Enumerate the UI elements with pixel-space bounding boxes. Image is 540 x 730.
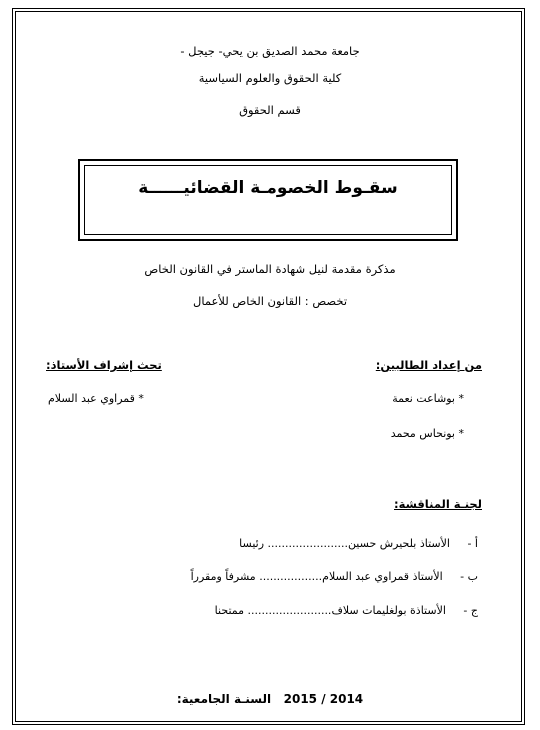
member-letter: ب - [460, 570, 478, 583]
member-role: ممتحنا [214, 604, 245, 617]
supervisor-entry [48, 392, 144, 405]
member-dots: .................. [259, 570, 323, 583]
student-1 [392, 392, 464, 405]
committee-heading: لجنـة المناقشة: [394, 497, 482, 511]
member-role: مشرفاً ومقرراً [190, 570, 256, 583]
student-name: بوشاعت نعمة [392, 392, 455, 405]
thesis-title: سقـوط الخصومـة القضائيــــــة [138, 178, 398, 198]
member-letter: أ - [467, 537, 478, 550]
member-dots: ........................ [247, 604, 332, 617]
member-dots: ....................... [267, 537, 348, 550]
university-name: جامعة محمد الصديق بن يحي- جيجل - [180, 44, 360, 58]
bullet-icon: * [458, 427, 464, 440]
faculty-name: كلية الحقوق والعلوم السياسية [198, 71, 342, 85]
committee-member-1 [239, 537, 478, 550]
member-name: الأستاذة بولغليمات سلاف [331, 604, 446, 617]
students-heading: من إعداد الطالبين: [375, 358, 482, 372]
specialization: تخصص : القانون الخاص للأعمال [192, 294, 348, 308]
bullet-icon: * [458, 392, 464, 405]
thesis-subtitle: مذكرة مقدمة لنيل شهادة الماستر في القانون الخاص [144, 262, 396, 276]
academic-year-value: 2015 / 2014 [283, 692, 364, 706]
academic-year [0, 692, 540, 706]
member-letter: ج - [463, 604, 478, 617]
member-name: الأستاذ قمراوي عبد السلام [322, 570, 443, 583]
committee-member-2 [191, 570, 478, 583]
student-2 [391, 427, 464, 440]
committee-member-3 [215, 604, 478, 617]
supervisor-heading: تحث إشراف الأستاذ: [46, 358, 162, 372]
department-name: قسم الحقوق [239, 103, 301, 117]
student-name: بونحاس محمد [390, 427, 455, 440]
supervisor-name: قمراوي عبد السلام [48, 392, 135, 405]
bullet-icon: * [138, 392, 144, 405]
member-name: الأستاذ بلحيرش حسين [347, 537, 450, 550]
member-role: رئيسا [239, 537, 265, 550]
academic-year-label: السنـة الجامعية: [176, 692, 272, 706]
